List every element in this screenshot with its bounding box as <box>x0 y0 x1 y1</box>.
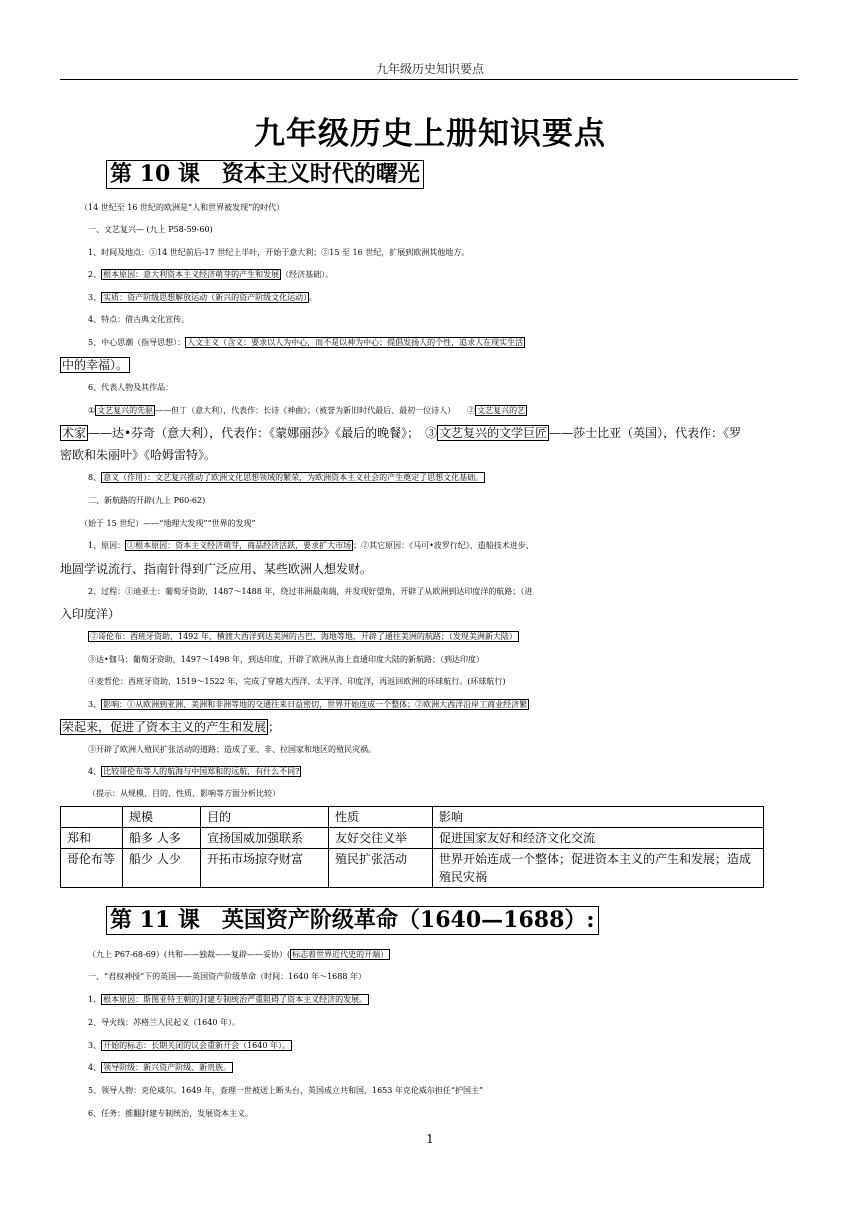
renaissance-point-3: 3、 实质：资产阶级思想解放运动（新兴的资产阶级文化运动） 。 <box>88 293 318 302</box>
routes-process-magellan: ④麦哲伦：西班牙资助，1519～1522 年，完成了穿越大西洋、太平洋、印度洋，再返回欧洲的环球航行。(环球航行) <box>88 677 506 686</box>
table-cell: 友好交往义举 <box>329 828 433 849</box>
routes-process-da-gama: ③达•伽马：葡萄牙资助，1497～1498 年，到达印度，开辟了欧洲从海上直通印度大陆的新航路；（到达印度） <box>88 655 484 664</box>
table-cell: 开拓市场掠夺财富 <box>201 849 329 888</box>
representatives-line-2: 术家 ——达•芬奇（意大利），代表作：《蒙娜丽莎》《最后的晚餐》； ③ 文艺复兴的文学巨匠 ——莎士比亚（英国），代表作：《罗 <box>62 426 742 440</box>
boxed-text: 文艺复兴的艺 <box>477 406 526 415</box>
renaissance-point-5-cont <box>60 356 800 374</box>
table-row <box>61 828 764 849</box>
boxed-text: 领导阶级：新兴资产阶级、新贵族。 <box>103 1063 232 1072</box>
table-row <box>61 849 764 888</box>
boxed-text: ②哥伦布：西班牙资助，1492 年，横渡大西洋到达美洲的古巴、海地等地，开辟了通往美洲的航路；（发现美洲新大陆） <box>90 632 517 641</box>
table-header-cell: 性质 <box>329 807 433 828</box>
boxed-text: 比较哥伦布等人的航海与中国郑和的远航，有什么不同? <box>103 767 300 776</box>
comparison-hint: （提示：从规模、目的、性质、影响等方面分析比较） <box>88 789 280 798</box>
boxed-text: 根本原因：斯图亚特王朝的封建专制统治严重阻碍了资本主义经济的发展。 <box>103 995 368 1004</box>
table-cell: 世界开始连成一个整体；促进资本主义的产生和发展；造成殖民灾祸 <box>433 849 764 888</box>
section-renaissance-title: 一、文艺复兴— (九上 P58-59-60) <box>88 225 213 234</box>
routes-process-columbus <box>88 628 828 646</box>
routes-cause-line-2: 地圆学说流行、指南针得到广泛应用、某些欧洲人想发财。 <box>60 562 373 576</box>
table-cell: 促进国家友好和经济文化交流 <box>433 828 764 849</box>
boxed-text: 影响：①从欧洲到亚洲、美洲和非洲等地的交通往来日益密切，世界开始连成一个整体；②欧洲大西洋沿岸工商业经济繁 <box>103 700 528 709</box>
table-header-cell <box>61 807 123 828</box>
renaissance-point-2: 2、 根本原因：意大利资本主义经济萌芽的产生和发展 （经济基础）。 <box>88 270 334 279</box>
boxed-text: 实质：资产阶级思想解放运动（新兴的资产阶级文化运动） <box>103 293 308 302</box>
routes-impact-line-3: ③开辟了欧洲人殖民扩张活动的道路；造成了亚、非、拉国家和地区的殖民灾祸。 <box>88 745 376 754</box>
renaissance-point-5: 5、中心思潮（指导思想）： 人文主义（含义：要求以人为中心，而不是以神为中心；提倡发扬人的个性，追求人在现实生活 <box>88 338 524 347</box>
table-cell: 宣扬国威加强联系 <box>201 828 329 849</box>
section-new-routes-title: 二、新航路的开辟(九上 P60-62) <box>88 496 206 505</box>
lesson-11-intro: （九上 P67-68-69）(共和——独裁——复辟——妥协）( 标志着世界近代史的开端） <box>88 950 389 959</box>
lesson-11-heading: 第 11 课 英国资产阶级革命（1640—1688）: <box>106 906 599 935</box>
boxed-text: 开始的标志：长期关闭的议会重新开会（1640 年）。 <box>103 1041 290 1050</box>
routes-process-line-2: 入印度洋） <box>60 607 121 621</box>
table-header-cell: 影响 <box>433 807 764 828</box>
comparison-table <box>60 806 764 888</box>
boxed-text: 文艺复兴的先驱 <box>97 406 154 415</box>
section-english-revolution-title: 一、“君权神授”下的英国——英国资产阶级革命（时间：1640 年～1688 年） <box>88 972 366 981</box>
boxed-text: 根本原因：意大利资本主义经济萌芽的产生和发展 <box>103 270 280 279</box>
boxed-text: ①根本原因：资本主义经济萌芽，商品经济活跃，要求扩大市场 <box>127 541 352 550</box>
revolution-point-2: 2、导火线：苏格兰人民起义（1640 年）。 <box>88 1018 240 1027</box>
table-cell: 船多 人多 <box>123 828 201 849</box>
routes-impact-line-1: 3、 影响：①从欧洲到亚洲、美洲和非洲等地的交通往来日益密切，世界开始连成一个整体；②欧洲大西洋沿岸工商业经济繁 <box>88 700 528 709</box>
revolution-point-5: 5、领导人物：克伦威尔。1649 年，查理一世被送上断头台，英国成立共和国，1653 年克伦威尔担任“护国主” <box>88 1086 484 1095</box>
revolution-point-4: 4、 领导阶级：新兴资产阶级、新贵族。 <box>88 1063 232 1072</box>
table-header-cell: 目的 <box>201 807 329 828</box>
table-header-row <box>61 807 764 828</box>
revolution-point-6: 6、任务：推翻封建专制统治，发展资本主义。 <box>88 1109 254 1118</box>
table-header-cell: 规模 <box>123 807 201 828</box>
boxed-text: 标志着世界近代史的开端） <box>292 950 389 959</box>
lesson-10-intro: （14 世纪至 16 世纪的欧洲是“人和世界被发现”的时代） <box>80 203 285 212</box>
representatives-line-1: ① 文艺复兴的先驱 ——但丁（意大利），代表作：长诗《神曲》；（被誉为新旧时代最后、最初一位诗人） ② 文艺复兴的艺 <box>88 406 526 415</box>
table-cell: 郑和 <box>61 828 123 849</box>
renaissance-point-4: 4、特点：借古典文化宣传。 <box>88 315 190 324</box>
header-rule <box>60 79 798 80</box>
table-cell: 船少 人少 <box>123 849 201 888</box>
lesson-10-heading: 第 10 课 资本主义时代的曙光 <box>106 160 424 189</box>
renaissance-point-1: 1、时间及地点：①14 世纪前后-17 世纪上半叶，开始于意大利；②15 至 16 世纪，扩展到欧洲其他地方。 <box>88 248 470 257</box>
renaissance-point-6: 6、代表人物及其作品： <box>88 383 174 392</box>
table-cell: 哥伦布等 <box>61 849 123 888</box>
representatives-line-3: 密欧和朱丽叶》《哈姆雷特》。 <box>60 448 217 462</box>
boxed-text: 术家 <box>62 426 87 440</box>
boxed-text: 人文主义（含义：要求以人为中心，而不是以神为中心；提倡发扬人的个性，追求人在现实生活 <box>187 338 524 347</box>
revolution-point-1: 1、 根本原因：斯图亚特王朝的封建专制统治严重阻碍了资本主义经济的发展。 <box>88 995 368 1004</box>
renaissance-point-8: 8、 意义（作用）：文艺复兴推动了欧洲文化思想领域的繁荣，为欧洲资本主义社会的产生奠定了思想文化基础。 <box>88 473 484 482</box>
routes-cause-line-1: 1、原因： ①根本原因：资本主义经济萌芽，商品经济活跃，要求扩大市场 ；②其它原因：《马可•波罗行纪》、造船技术进步、 <box>88 541 534 550</box>
routes-impact-line-2: 荣起来，促进了资本主义的产生和发展 ； <box>62 720 281 734</box>
section-new-routes-subtitle: （始于 15 世纪）——“地理大发现”“世界的发现” <box>80 519 256 528</box>
revolution-point-3: 3、 开始的标志：长期关闭的议会重新开会（1640 年）。 <box>88 1041 290 1050</box>
running-header: 九年级历史知识要点 <box>375 62 484 76</box>
routes-process-line-1: 2、过程：①迪亚士：葡萄牙资助，1487～1488 年，绕过非洲最南端，并发现好望角，开辟了从欧洲到达印度洋的航路；（进 <box>88 587 533 596</box>
boxed-text: 文艺复兴的文学巨匠 <box>439 426 548 440</box>
comparison-question: 4、 比较哥伦布等人的航海与中国郑和的远航，有什么不同? <box>88 767 300 776</box>
boxed-text: 意义（作用）：文艺复兴推动了欧洲文化思想领域的繁荣，为欧洲资本主义社会的产生奠定了思想文化基础。 <box>103 473 484 482</box>
table-cell: 殖民扩张活动 <box>329 849 433 888</box>
page-number: 1 <box>426 1132 434 1146</box>
boxed-text: 荣起来，促进了资本主义的产生和发展 <box>62 720 267 734</box>
document-title: 九年级历史上册知识要点 <box>254 116 606 152</box>
boxed-text: 中的幸福）。 <box>62 358 129 372</box>
